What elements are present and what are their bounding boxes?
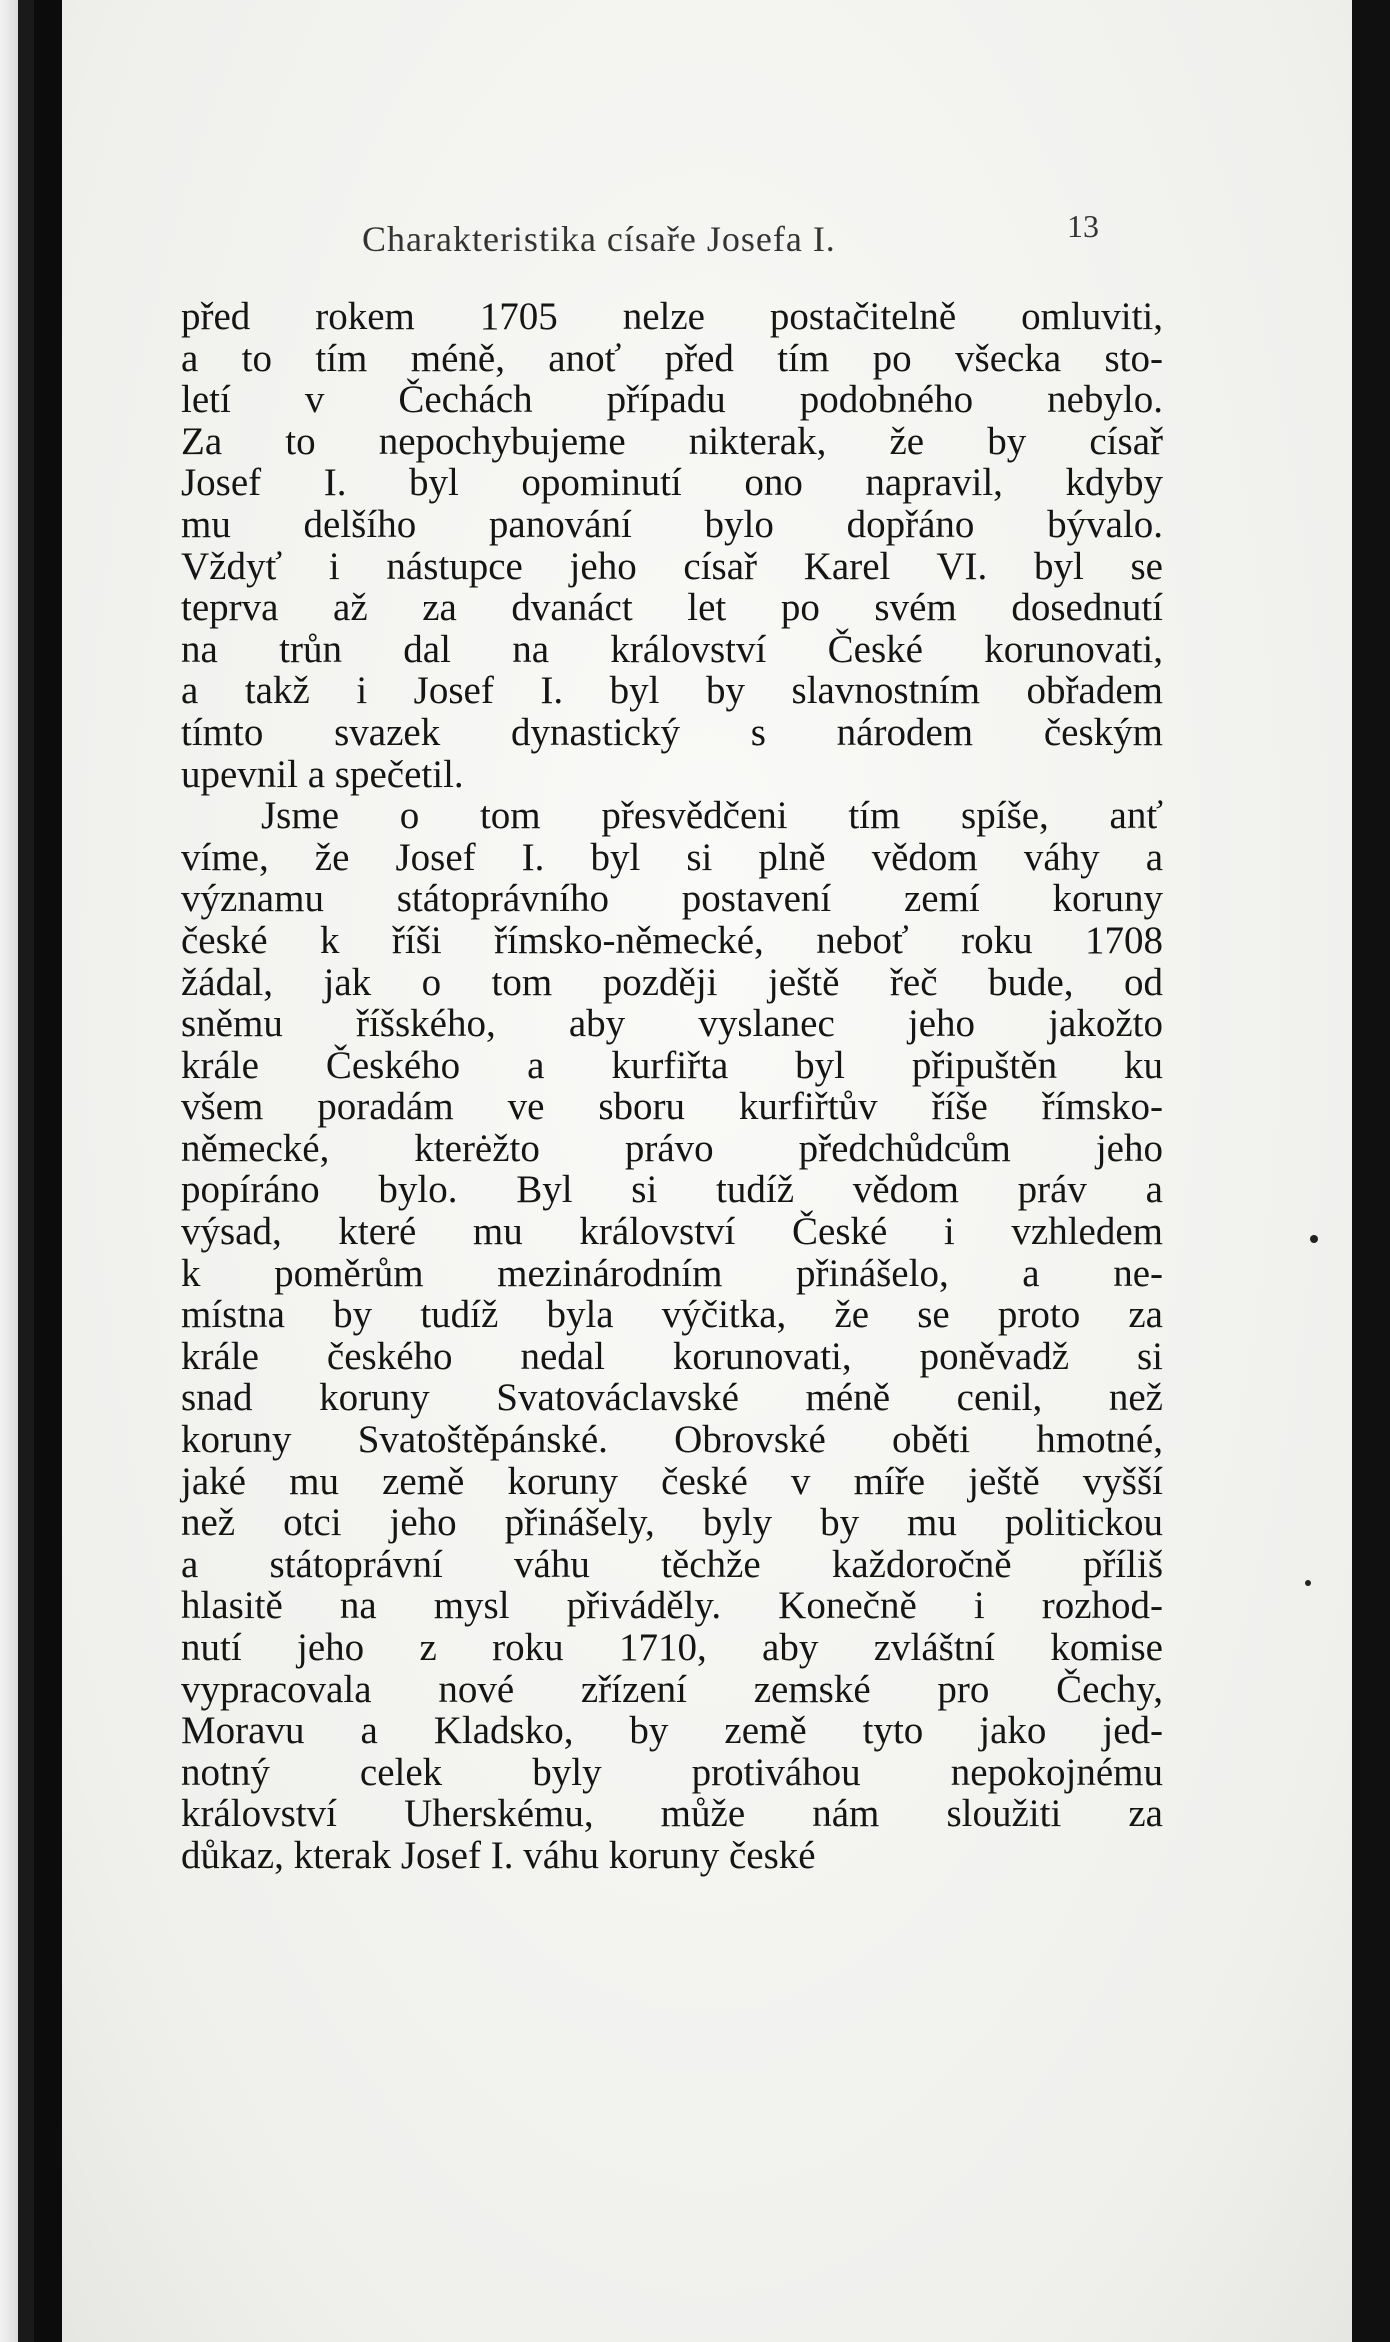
text-line: snad koruny Svatováclavské méně cenil, než bbox=[181, 1376, 1163, 1420]
page-number: 13 bbox=[1067, 208, 1099, 244]
text-line: k poměrům mezinárodním přinášelo, a ne- bbox=[181, 1251, 1163, 1295]
text-line: popíráno bylo. Byl si tudíž vědom práv a bbox=[181, 1168, 1163, 1212]
text-line: království Uherskému, může nám sloužiti za bbox=[181, 1792, 1163, 1836]
text-line: žádal, jak o tom později ještě řeč bude, od bbox=[181, 960, 1163, 1004]
text-line: mu delšího panování bylo dopřáno bývalo. bbox=[181, 502, 1163, 546]
text-line: všem poradám ve sboru kurfiřtův říše římsko- bbox=[181, 1085, 1163, 1129]
body-text bbox=[181, 296, 1163, 1877]
text-line: upevnil a spečetil. bbox=[181, 752, 464, 796]
text-line: vypracovala nové zřízení zemské pro Čechy, bbox=[181, 1667, 1163, 1711]
text-line: jaké mu země koruny české v míře ještě vyšší bbox=[181, 1459, 1163, 1503]
running-title: Charakteristika císaře Josefa I. bbox=[362, 219, 836, 259]
text-line: sněmu říšského, aby vyslanec jeho jakožto bbox=[181, 1002, 1163, 1046]
text-line: Josef I. byl opominutí ono napravil, kdyby bbox=[181, 461, 1163, 505]
dust-speck bbox=[1310, 1235, 1318, 1243]
adjacent-page-edge bbox=[0, 0, 18, 2342]
book-page bbox=[62, 0, 1352, 2342]
text-line: na trůn dal na království České korunovati, bbox=[181, 627, 1163, 671]
text-line: Moravu a Kladsko, by země tyto jako jed- bbox=[181, 1709, 1163, 1753]
text-line: významu státoprávního postavení zemí koruny bbox=[181, 877, 1163, 921]
text-line: Vždyť i nástupce jeho císař Karel VI. byl se bbox=[181, 544, 1163, 588]
text-line: a to tím méně, anoť před tím po všecka sto- bbox=[181, 336, 1163, 380]
text-line: a státoprávní váhu těchže každoročně příliš bbox=[181, 1542, 1163, 1586]
text-line: koruny Svatoštěpánské. Obrovské oběti hmotné, bbox=[181, 1418, 1163, 1462]
text-line: Jsme o tom přesvědčeni tím spíše, anť bbox=[261, 794, 1163, 838]
text-line: před rokem 1705 nelze postačitelně omluviti, bbox=[181, 295, 1163, 338]
text-line: výsad, které mu království České i vzhledem bbox=[181, 1210, 1163, 1254]
page-header bbox=[62, 208, 1352, 278]
text-line: než otci jeho přinášely, byly by mu politickou bbox=[181, 1501, 1163, 1545]
text-line: hlasitě na mysl přiváděly. Konečně i rozhod- bbox=[181, 1584, 1163, 1628]
text-line: Za to nepochybujeme nikterak, že by císař bbox=[181, 419, 1163, 463]
text-line: německé, kterėžto právo předchůdcům jeho bbox=[181, 1126, 1163, 1170]
right-scan-edge bbox=[1352, 0, 1390, 2342]
dust-speck bbox=[1305, 1580, 1311, 1586]
text-line: nutí jeho z roku 1710, aby zvláštní komise bbox=[181, 1626, 1163, 1669]
text-line: krále Českého a kurfiřta byl připuštěn ku bbox=[181, 1043, 1163, 1087]
text-line: letí v Čechách případu podobného nebylo. bbox=[181, 378, 1163, 422]
text-line: teprva až za dvanáct let po svém dosednutí bbox=[181, 586, 1163, 630]
text-line: notný celek byly protiváhou nepokojnému bbox=[181, 1750, 1163, 1794]
text-line: víme, že Josef I. byl si plně vědom váhy a bbox=[181, 835, 1163, 879]
text-line: a takž i Josef I. byl by slavnostním obřadem bbox=[181, 669, 1163, 713]
text-line: důkaz, kterak Josef I. váhu koruny české bbox=[181, 1833, 816, 1877]
text-line: krále českého nedal korunovati, poněvadž si bbox=[181, 1334, 1163, 1378]
text-line: místna by tudíž byla výčitka, že se proto za bbox=[181, 1293, 1163, 1337]
text-line: tímto svazek dynastický s národem českým bbox=[181, 710, 1163, 754]
text-line: české k říši římsko-německé, neboť roku 1708 bbox=[181, 918, 1163, 962]
